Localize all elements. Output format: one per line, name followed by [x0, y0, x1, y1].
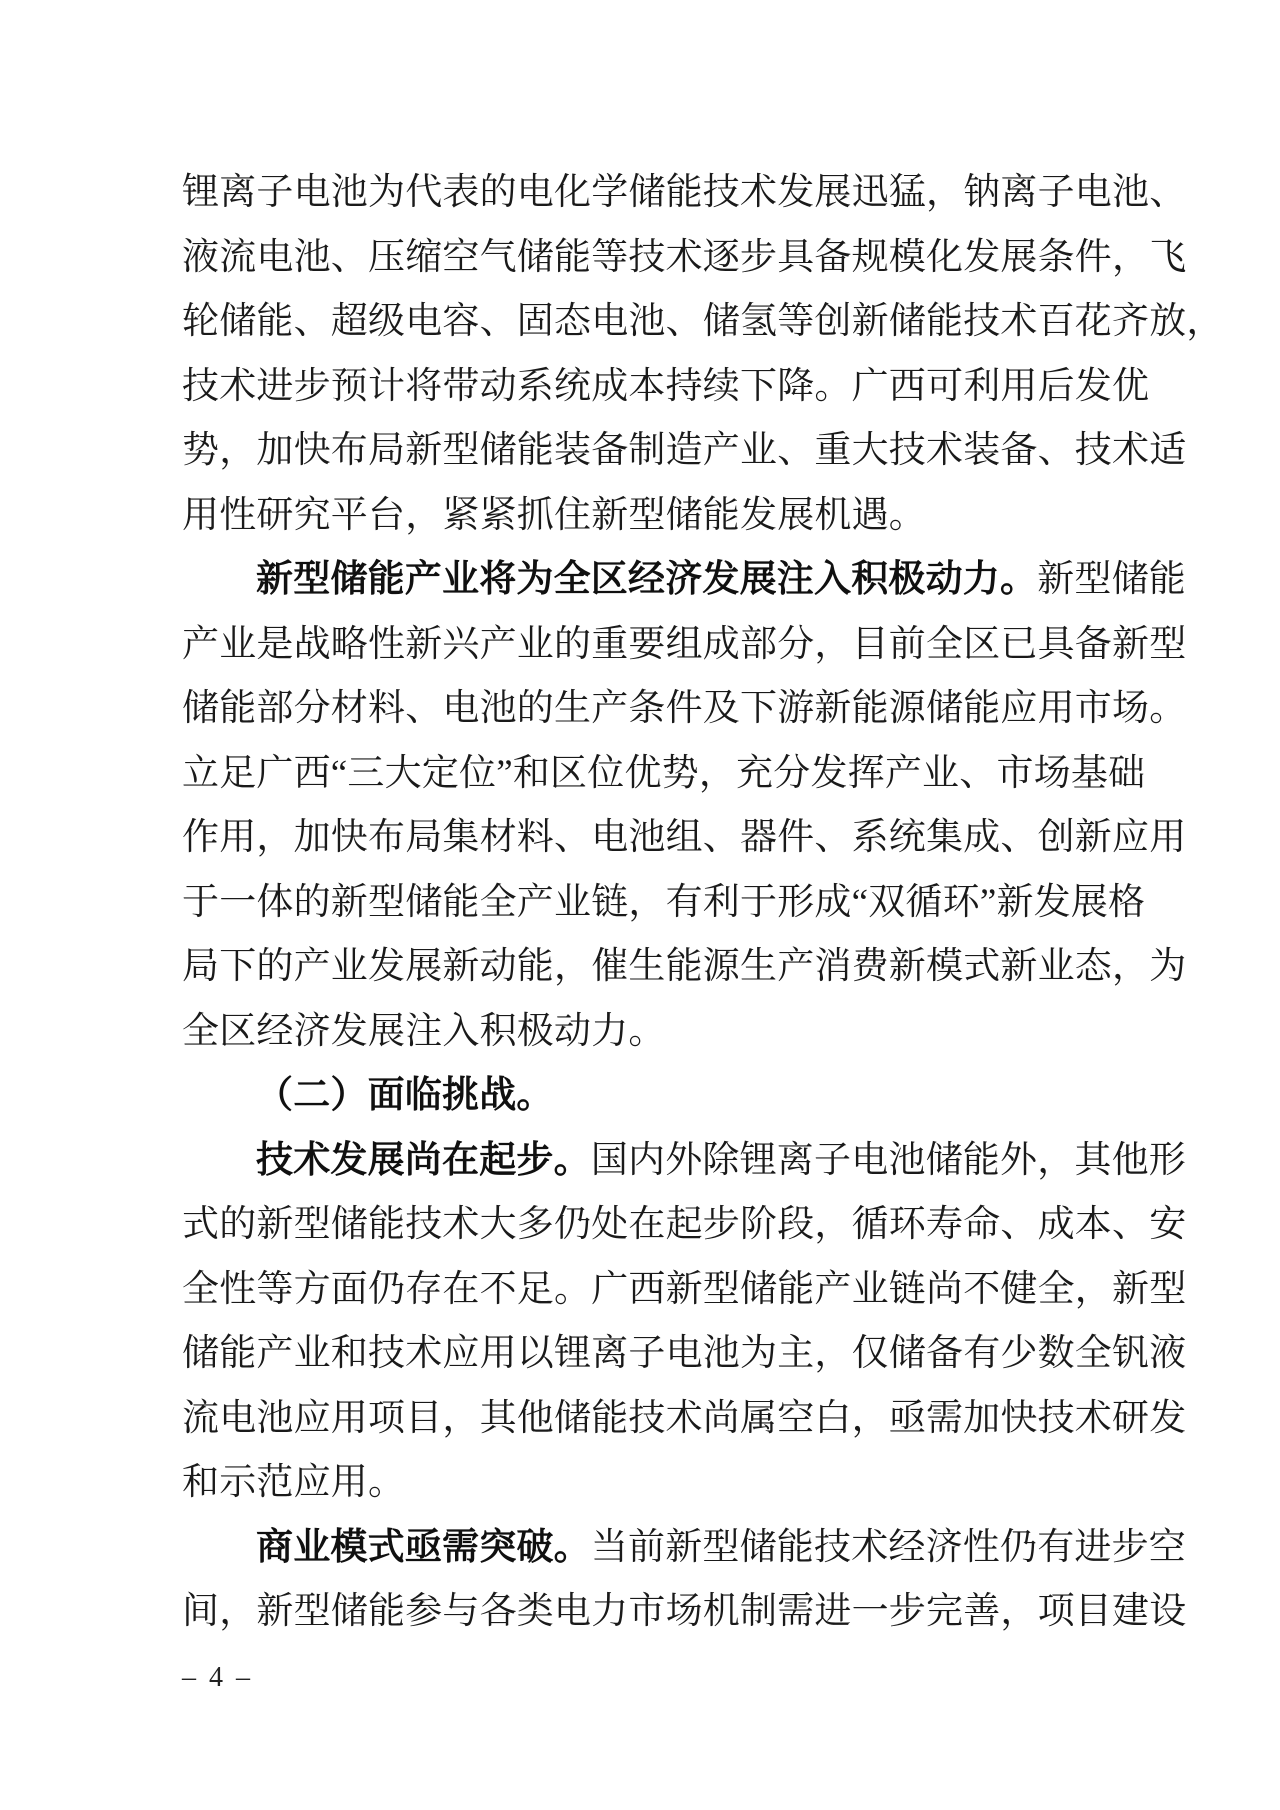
text-line [182, 1580, 1187, 1645]
text-run: 国内外除锂离子电池储能外，其他形 [590, 1139, 1187, 1181]
text-run: 流电池应用项目，其他储能技术尚属空白，亟需加快技术研发 [182, 1397, 1187, 1439]
text-line [182, 1387, 1187, 1452]
text-line [182, 871, 1150, 936]
text-run: 势，加快布局新型储能装备制造产业、重大技术装备、技术适 [182, 430, 1187, 471]
page-number: – 4 – [182, 1662, 253, 1693]
text-line [182, 742, 1150, 807]
bold-run: 新型储能产业将为全区经济发展注入积极动力。 [256, 559, 1038, 600]
text-run: 液流电池、压缩空气储能等技术逐步具备规模化发展条件，飞 [182, 236, 1187, 278]
text-line [182, 677, 1187, 742]
bold-run: 技术发展尚在起步。 [256, 1139, 591, 1181]
text-run: 全性等方面仍存在不足。广西新型储能产业链尚不健全，新型 [182, 1268, 1187, 1310]
bold-run: 商业模式亟需突破。 [256, 1526, 591, 1568]
text-line [182, 806, 1187, 871]
text-line [182, 935, 1187, 1000]
text-line [182, 1258, 1187, 1323]
text-line [182, 484, 1150, 549]
text-run: 和示范应用。 [182, 1462, 406, 1503]
paragraph-start-line [182, 1516, 1187, 1581]
document-text-block [182, 161, 1224, 1645]
text-line [182, 613, 1187, 678]
text-run: 作用，加快布局集材料、电池组、器件、系统集成、创新应用 [182, 817, 1187, 858]
text-line [182, 1000, 1150, 1065]
text-run: 用性研究平台，紧紧抓住新型储能发展机遇。 [182, 494, 926, 536]
section-heading-line [182, 1064, 1150, 1129]
text-run: 产业是战略性新兴产业的重要组成部分，目前全区已具备新型 [182, 623, 1187, 665]
paragraph-start-line [182, 1129, 1187, 1194]
text-run: 技术进步预计将带动系统成本持续下降。广西可利用后发优 [182, 365, 1150, 407]
text-run: 储能产业和技术应用以锂离子电池为主，仅储备有少数全钒液 [182, 1333, 1187, 1374]
text-run: 储能部分材料、电池的生产条件及下游新能源储能应用市场。 [182, 688, 1187, 729]
text-line [182, 419, 1187, 484]
text-run: 式的新型储能技术大多仍处在起步阶段，循环寿命、成本、安 [182, 1204, 1187, 1245]
bold-run: （二）面临挑战。 [256, 1075, 554, 1116]
text-run: 当前新型储能技术经济性仍有进步空 [590, 1526, 1187, 1568]
text-line [182, 355, 1150, 420]
text-run: 轮储能、超级电容、固态电池、储氢等创新储能技术百花齐放， [182, 301, 1224, 342]
text-line [182, 1193, 1187, 1258]
text-line [182, 226, 1187, 291]
text-run: 新型储能 [1037, 559, 1187, 600]
text-run: 局下的产业发展新动能，催生能源生产消费新模式新业态，为 [182, 946, 1187, 987]
text-run: 锂离子电池为代表的电化学储能技术发展迅猛，钠离子电池、 [182, 172, 1187, 213]
paragraph-start-line [182, 548, 1187, 613]
text-line [182, 1322, 1187, 1387]
text-line [182, 161, 1187, 226]
text-run: 间，新型储能参与各类电力市场机制需进一步完善，项目建设 [182, 1591, 1187, 1632]
text-line [182, 1451, 1150, 1516]
text-run: 于一体的新型储能全产业链，有利于形成“双循环”新发展格 [182, 881, 1146, 923]
text-run: 全区经济发展注入积极动力。 [182, 1010, 666, 1052]
text-run: 立足广西“三大定位”和区位优势，充分发挥产业、市场基础 [182, 752, 1146, 794]
text-line [182, 290, 1224, 355]
